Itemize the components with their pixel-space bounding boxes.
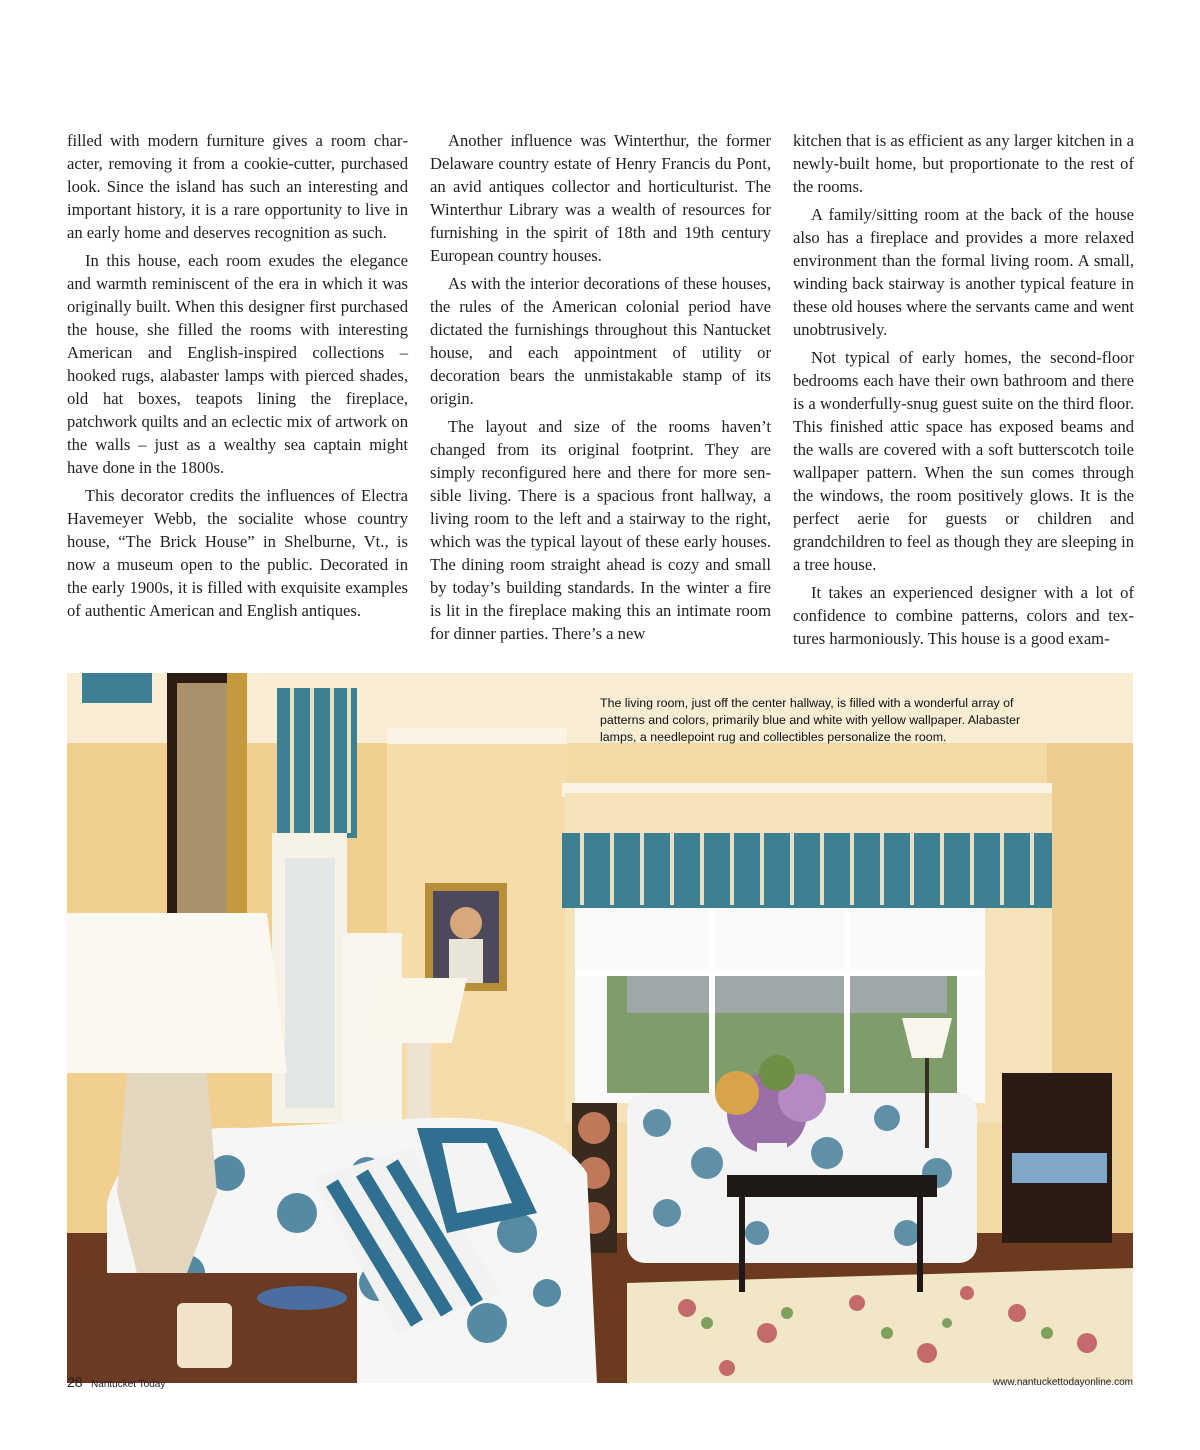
- paragraph: In this house, each room exudes the elegance and warmth reminiscent of the era in which it was originally built. When this designer first purchased the house, she filled the rooms with interesting American and English-inspired collections – hooked rugs, alabaster lamps with pierced shades, old hat boxes, teapots lining the fireplace, patchwork quilts and an eclectic mix of artwork on the walls – just as a wealthy sea captain might have done in the 1800s.: [67, 251, 408, 477]
- paragraph: The layout and size of the rooms haven’t changed from its original footprint. They are simply reconfigured here and there for more sensible living. There is a spacious front hallway, a living room to the left and a stairway to the right, which was the typical layout of these early houses. The dining room straight ahead is cozy and small by today’s building standards. In the winter a fire is lit in the fireplace making this an intimate room for dinner parties. There’s a new: [430, 417, 771, 643]
- paragraph: It takes an experienced designer with a lot of confidence to combine patterns, colors and textures harmoniously. This house is a good exam-: [793, 583, 1134, 648]
- article-column-1: [67, 129, 408, 627]
- photo-caption: The living room, just off the center hallway, is filled with a wonderful array of patterns and colors, primarily blue and white with yellow wallpaper. Alabaster lamps, a needlepoint rug and collectibles personalize the room.: [600, 696, 1021, 744]
- magazine-name: Nantucket Today: [91, 1379, 166, 1390]
- article-column-2: [430, 129, 771, 650]
- paragraph: A family/sitting room at the back of the house also has a fireplace and provides a more relaxed environment than the formal living room. A small, winding back stairway is another typical feature in these old houses where the servants came and went unobtrusively.: [793, 205, 1134, 339]
- page-number: 28: [67, 1374, 83, 1390]
- paragraph: kitchen that is as efficient as any larger kitchen in a newly-built home, but proportionate to the rest of the rooms.: [793, 131, 1134, 196]
- paragraph: filled with modern furniture gives a room character, removing it from a cookie-cutter, purchased look. Since the island has such an interesting and important history, it is a rare opportunity to live in an early home and deserves recognition as such.: [67, 131, 408, 242]
- footer-left: [67, 1374, 165, 1392]
- article-column-3: [793, 129, 1134, 655]
- paragraph: Not typical of early homes, the second-floor bedrooms each have their own bathroom and there is a wonderfully-snug guest suite on the third floor. This finished attic space has exposed beams and the walls are covered with a soft butterscotch toile wallpaper pattern. When the sun comes through the windows, the room positively glows. It is the perfect aerie for guests or children and grandchildren to feel as though they are sleeping in a tree house.: [793, 348, 1134, 574]
- living-room-illustration: [67, 673, 1133, 1383]
- living-room-photo: [67, 673, 1133, 1383]
- paragraph: As with the interior decorations of these houses, the rules of the American colonial period have dictated the furnishings throughout this Nantucket house, and each appointment of utility or decoration bears the unmistakable stamp of its origin.: [430, 274, 771, 408]
- paragraph: Another influence was Winterthur, the former Delaware country estate of Henry Francis du Pont, an avid antiques collector and horticulturist. The Winterthur Library was a wealth of resources for furnishing in the spirit of 18th and 19th century European country houses.: [430, 131, 771, 265]
- paragraph: This decorator credits the influences of Electra Havemeyer Webb, the socialite whose country house, “The Brick House” in Shelburne, Vt., is now a museum open to the public. Decorated in the early 1900s, it is filled with exquisite examples of authentic American and English antiques.: [67, 486, 408, 620]
- article-body: [67, 129, 1134, 654]
- website-url[interactable]: www.nantuckettodayonline.com: [992, 1377, 1133, 1388]
